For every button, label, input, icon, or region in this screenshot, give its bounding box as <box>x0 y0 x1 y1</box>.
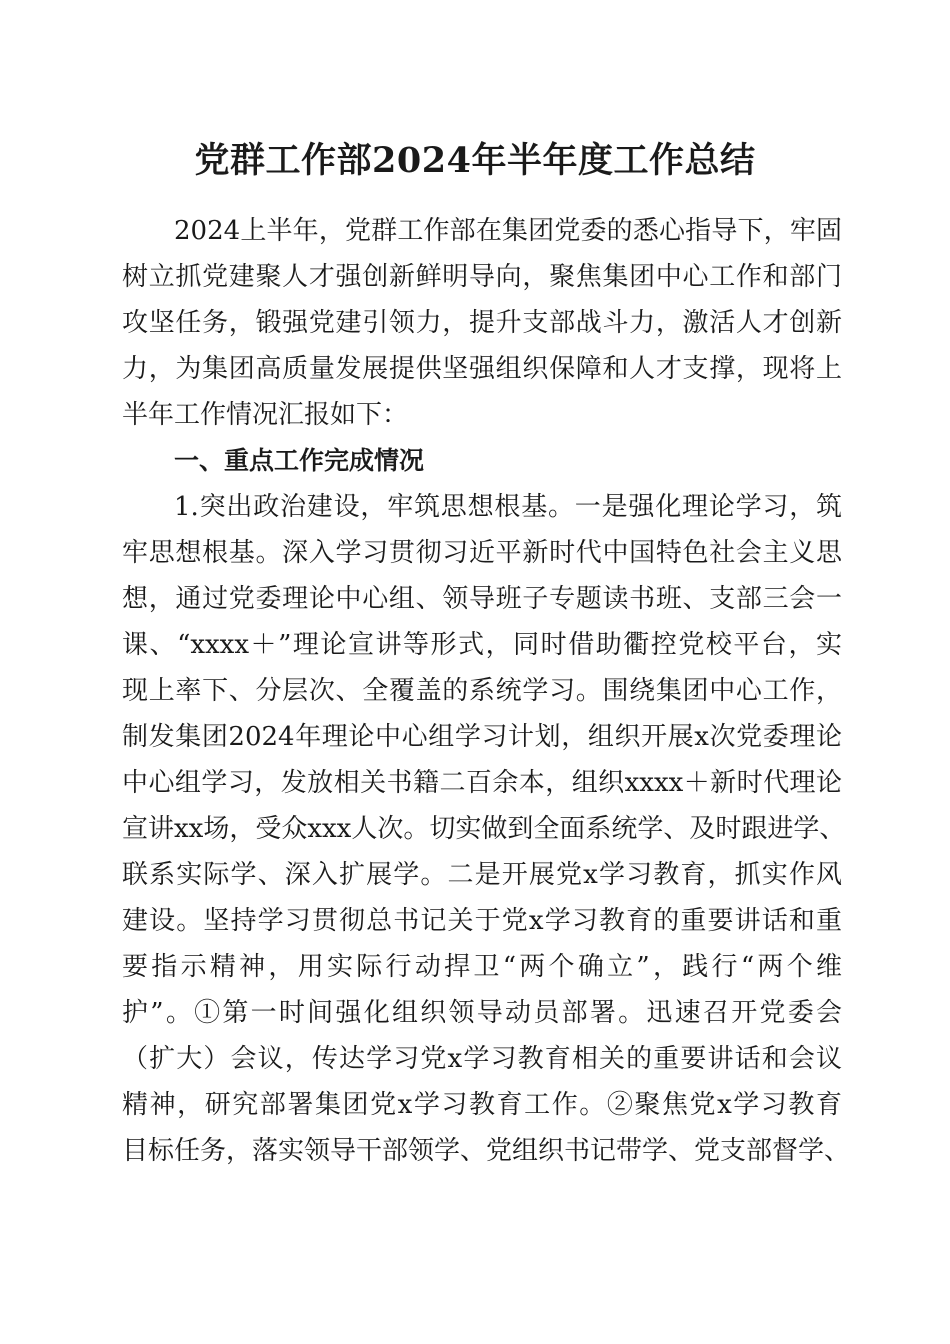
document-title: 党群工作部2024年半年度工作总结 <box>194 140 756 181</box>
intro-line: 半年工作情况汇报如下： <box>122 400 409 430</box>
section-line: 护”。①第一时间强化组织领导动员部署。迅速召开党委会 <box>122 998 842 1028</box>
section-line: 要指示精神，用实际行动捍卫“两个确立”，践行“两个维 <box>122 952 842 982</box>
document-body <box>122 208 851 1174</box>
section-line: 课、“xxxx＋”理论宣讲等形式，同时借助衢控党校平台，实 <box>122 630 842 660</box>
section-line: 想，通过党委理论中心组、领导班子专题读书班、支部三会一 <box>122 584 842 614</box>
section-line: 目标任务，落实领导干部领学、党组织书记带学、党支部督学、 <box>122 1136 851 1166</box>
section-heading: 一、重点工作完成情况 <box>174 446 425 475</box>
section-line: 宣讲xx场，受众xxx人次。切实做到全面系统学、及时跟进学、 <box>122 814 846 844</box>
section-line: 精神，研究部署集团党x学习教育工作。②聚焦党x学习教育 <box>122 1090 842 1120</box>
section-line: 牢思想根基。深入学习贯彻习近平新时代中国特色社会主义思 <box>122 538 842 568</box>
intro-line: 2024上半年，党群工作部在集团党委的悉心指导下，牢固 <box>174 216 842 246</box>
section-line: 联系实际学、深入扩展学。二是开展党x学习教育，抓实作风 <box>122 860 842 890</box>
section-line: 现上率下、分层次、全覆盖的系统学习。围绕集团中心工作， <box>122 676 842 706</box>
section-line: （扩大）会议，传达学习党x学习教育相关的重要讲话和会议 <box>122 1044 842 1074</box>
section-line: 中心组学习，发放相关书籍二百余本，组织xxxx＋新时代理论 <box>122 768 842 798</box>
section-line: 制发集团2024年理论中心组学习计划，组织开展x次党委理论 <box>122 722 842 752</box>
section-line: 建设。坚持学习贯彻总书记关于党x学习教育的重要讲话和重 <box>122 906 842 936</box>
intro-line: 力，为集团高质量发展提供坚强组织保障和人才支撑，现将上 <box>122 354 842 384</box>
section-line: 1.突出政治建设，牢筑思想根基。一是强化理论学习，筑 <box>174 492 842 522</box>
intro-line: 攻坚任务，锻强党建引领力，提升支部战斗力，激活人才创新 <box>122 308 842 338</box>
intro-line: 树立抓党建聚人才强创新鲜明导向，聚焦集团中心工作和部门 <box>122 262 842 292</box>
